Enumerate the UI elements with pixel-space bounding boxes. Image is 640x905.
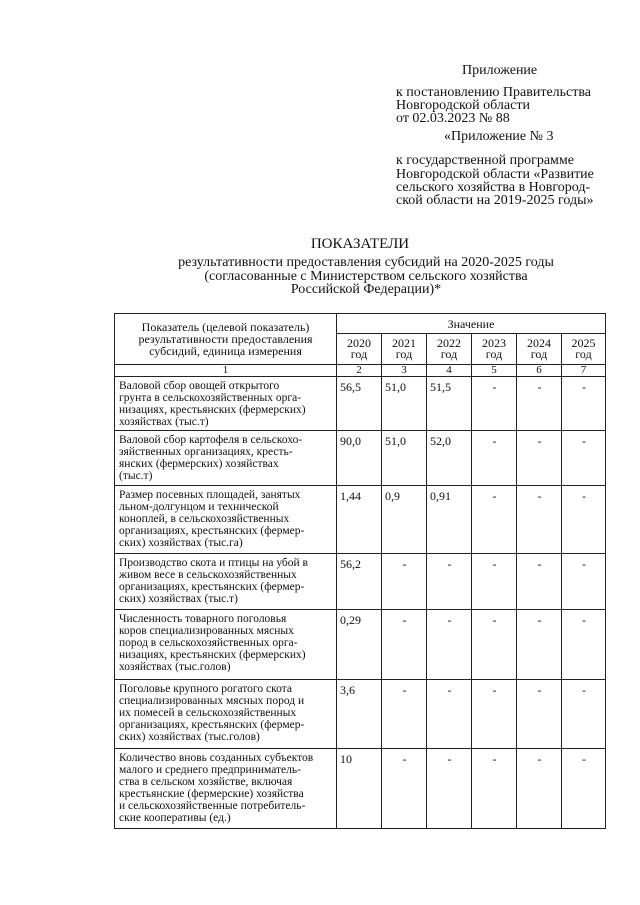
value-2021: 51,0: [382, 431, 427, 486]
subtitle-line-2: (согласованные с Министерством сельского хозяйства: [204, 269, 528, 284]
value-2025: -: [562, 486, 606, 554]
column-number: 3: [382, 365, 427, 377]
value-2021: -: [382, 610, 427, 680]
value-2022: 52,0: [427, 431, 472, 486]
value-2025: -: [562, 377, 606, 431]
value-2024: -: [517, 377, 562, 431]
value-2023: -: [472, 377, 517, 431]
column-number: 4: [427, 365, 472, 377]
value-2024: -: [517, 486, 562, 554]
value-2021: -: [382, 554, 427, 610]
value-2020: 56,5: [337, 377, 382, 431]
program-line-1: к государственной программе: [396, 153, 574, 168]
value-2020: 3,6: [337, 680, 382, 749]
column-number: 5: [472, 365, 517, 377]
indicator-name: Количество вновь созданных субъектов малого и среднего предприниматель- ства в сельском хозяйстве, включая крестьянские (фермерские) хозяйства и сельскохозяйственные потребитель- ские кооперативы (ед.): [115, 749, 337, 829]
document-title: ПОКАЗАТЕЛИ: [310, 236, 410, 252]
value-2021: -: [382, 680, 427, 749]
value-2020: 1,44: [337, 486, 382, 554]
year-header-2022: 2022 год: [427, 334, 472, 365]
subtitle-line-3: Российской Федерации)*: [290, 282, 442, 297]
year-header-2025: 2025 год: [562, 334, 606, 365]
value-2020: 90,0: [337, 431, 382, 486]
table-row: [115, 486, 606, 554]
value-2023: -: [472, 749, 517, 829]
value-2021: 51,0: [382, 377, 427, 431]
value-2025: -: [562, 749, 606, 829]
column-number: 1: [115, 365, 337, 377]
value-2023: -: [472, 554, 517, 610]
year-header-2023: 2023 год: [472, 334, 517, 365]
value-2021: -: [382, 749, 427, 829]
value-2022: -: [427, 610, 472, 680]
value-2020: 10: [337, 749, 382, 829]
table-row: [115, 749, 606, 829]
resolution-line-3: от 02.03.2023 № 88: [396, 111, 510, 126]
table-row: [115, 431, 606, 486]
table-row: [115, 554, 606, 610]
value-2025: -: [562, 680, 606, 749]
value-2023: -: [472, 486, 517, 554]
value-2022: -: [427, 749, 472, 829]
year-header-2021: 2021 год: [382, 334, 427, 365]
year-header-2020: 2020 год: [337, 334, 382, 365]
column-number: 6: [517, 365, 562, 377]
value-2023: -: [472, 431, 517, 486]
indicator-header: Показатель (целевой показатель) результативности предоставления субсидий, единица измерения: [115, 314, 337, 365]
indicator-name: Валовой сбор овощей открытого грунта в сельскохозяйственных орга- низациях, крестьянских (фермерских) хозяйствах (тыс.т): [115, 377, 337, 431]
column-number: 2: [337, 365, 382, 377]
indicator-name: Производство скота и птицы на убой в живом весе в сельскохозяйственных организациях, крестьянских (фермер- ских) хозяйствах (тыс.т): [115, 554, 337, 610]
value-header: Значение: [337, 314, 606, 334]
program-line-2: Новгородской области «Развитие: [396, 167, 594, 182]
value-2023: -: [472, 680, 517, 749]
indicator-name: Поголовье крупного рогатого скота специализированных мясных пород и их помесей в сельскохозяйственных организациях, крестьянских (фермер- ских) хозяйствах (тыс.голов): [115, 680, 337, 749]
value-2024: -: [517, 680, 562, 749]
indicators-table: [114, 313, 606, 829]
value-2020: 56,2: [337, 554, 382, 610]
resolution-line-2: Новгородской области: [396, 98, 530, 113]
indicator-name: Размер посевных площадей, занятых льном-долгунцом и технической коноплей, в сельскохозяйственных организациях, крестьянских (фермер- ских) хозяйствах (тыс.га): [115, 486, 337, 554]
indicator-name: Численность товарного поголовья коров специализированных мясных пород в сельскохозяйственных орга- низациях, крестьянских (фермерских) хозяйствах (тыс.голов): [115, 610, 337, 680]
value-2022: -: [427, 680, 472, 749]
value-2021: 0,9: [382, 486, 427, 554]
appendix-label: Приложение: [462, 63, 538, 78]
value-2025: -: [562, 431, 606, 486]
value-2022: 51,5: [427, 377, 472, 431]
column-number: 7: [562, 365, 606, 377]
value-2024: -: [517, 610, 562, 680]
table-row: [115, 377, 606, 431]
value-2024: -: [517, 749, 562, 829]
value-2022: -: [427, 554, 472, 610]
value-2022: 0,91: [427, 486, 472, 554]
value-2024: -: [517, 431, 562, 486]
indicator-name: Валовой сбор картофеля в сельскохо- зяйственных организациях, кресть- янских (фермерских) хозяйствах (тыс.т): [115, 431, 337, 486]
value-2023: -: [472, 610, 517, 680]
value-2025: -: [562, 610, 606, 680]
value-2025: -: [562, 554, 606, 610]
table-row: [115, 610, 606, 680]
year-header-2024: 2024 год: [517, 334, 562, 365]
table-row: [115, 680, 606, 749]
resolution-line-1: к постановлению Правительства: [396, 85, 592, 100]
subtitle-line-1: результативности предоставления субсидий на 2020-2025 годы: [178, 255, 554, 270]
program-line-3: сельского хозяйства в Новгород-: [396, 180, 591, 195]
value-2024: -: [517, 554, 562, 610]
value-2020: 0,29: [337, 610, 382, 680]
program-line-4: ской области на 2019-2025 годы»: [396, 193, 594, 208]
appendix-number: «Приложение № 3: [444, 129, 554, 144]
